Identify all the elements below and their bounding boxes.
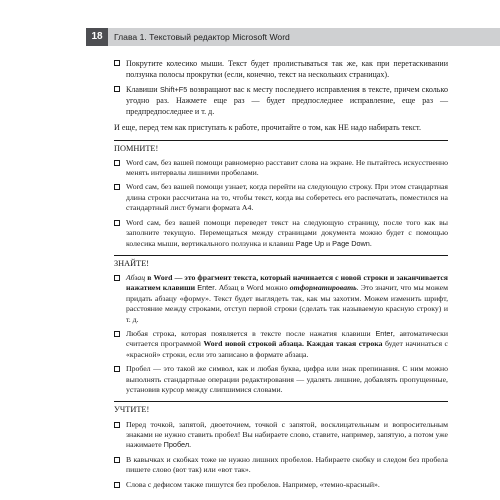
key-name: Shift+F5 bbox=[159, 85, 188, 95]
list-item: Клавиши Shift+F5 возвращают вас к месту последнего исправления в тексте, причем сколько угодно раз. Нажмете еще раз — будет предпоследнее исправление, еще раз — предпредпоследнее и т. д. bbox=[114, 84, 448, 117]
list-item: Покрутите колесико мыши. Текст будет пролистываться так же, как при перетаскивании ползунка полосы прокрутки (если, конечно, текст на нескольких страницах). bbox=[114, 58, 448, 80]
key-name: Пробел bbox=[163, 440, 190, 450]
intro-paragraph: И еще, перед тем как приступать к работе, прочитайте о том, как НЕ надо набирать текст. bbox=[114, 123, 421, 133]
section-heading-know: ЗНАЙТЕ! bbox=[114, 255, 448, 269]
list-item: Word сам, без вашей помощи равномерно расставит слова на экране. Не пытайтесь искусственно менять интервалы лишними пробелами. bbox=[114, 158, 448, 179]
section-heading-note: УЧТИТЕ! bbox=[114, 401, 448, 415]
list-item: Word сам, без вашей помощи узнает, когда перейти на следующую строку. При этом стандартная длина строки рассчитана на то, чтобы текст, когда вы соберетесь его распечатать, поместился на стандартный лист бумаги формата А4. bbox=[114, 182, 448, 213]
know-list bbox=[114, 273, 448, 395]
checkbox-bullet-icon bbox=[114, 275, 120, 281]
page-number: 18 bbox=[86, 28, 108, 46]
checkbox-bullet-icon bbox=[114, 482, 120, 488]
list-item: Word сам, без вашей помощи переведет текст на следующую страницу, после того как вы заполните текущую. Перемещаться между страницами документа можно будет с помощью колесика мыши, вертикального ползунка и клавиш Page Up и Page Down. bbox=[114, 218, 448, 249]
page-body bbox=[114, 58, 448, 494]
checkbox-bullet-icon bbox=[114, 457, 120, 463]
list-item: Перед точкой, запятой, двоеточием, точкой с запятой, восклицательным и вопросительным знаками не нужно ставить пробел! Вы набираете слово, ставите, например, запятую, а потом уже нажимаете Пробел. bbox=[114, 420, 448, 451]
checkbox-bullet-icon bbox=[114, 160, 120, 166]
key-name: Page Up bbox=[295, 238, 325, 248]
key-name: Enter bbox=[375, 329, 393, 339]
checkbox-bullet-icon bbox=[114, 366, 120, 372]
checkbox-bullet-icon bbox=[114, 184, 120, 190]
checkbox-bullet-icon bbox=[114, 86, 120, 92]
checkbox-bullet-icon bbox=[114, 422, 120, 428]
chapter-title: Глава 1. Текстовый редактор Microsoft Word bbox=[114, 32, 290, 42]
intro-list bbox=[114, 58, 448, 117]
key-name: Enter bbox=[197, 283, 215, 293]
list-item: Абзац в Word — это фрагмент текста, который начинается с новой строки и заканчивается нажатием клавиши Enter. Абзац в Word можно отформатировать. Это значит, что мы можем придать абзацу «форму». Текст будет выглядеть так, как мы захотим. Можем изменить шрифт, расстояние между строками, отступ первой строки (сделать так называемую красную строку) и т. д. bbox=[114, 273, 448, 325]
checkbox-bullet-icon bbox=[114, 220, 120, 226]
remember-list bbox=[114, 158, 448, 249]
list-item: Слова с дефисом также пишутся без пробелов. Например, «темно-красный». bbox=[114, 480, 448, 490]
checkbox-bullet-icon bbox=[114, 60, 120, 66]
list-item: Пробел — это такой же символ, как и любая буква, цифра или знак препинания. С ним можно выполнять стандартные операции редактирования — удалять лишние, добавлять пропущенные, установив курсор между слипшимися словами. bbox=[114, 364, 448, 395]
list-item: В кавычках и скобках тоже не нужно лишних пробелов. Набираете скобку и следом без пробела пишете слово (вот так) или «вот так». bbox=[114, 455, 448, 476]
section-heading-remember: ПОМНИТЕ! bbox=[114, 140, 448, 154]
list-item: Любая строка, которая появляется в тексте после нажатия клавиши Enter, автоматически считается программой Word новой строкой абзаца. Каждая такая строка будет начинаться с «красной» строки, если это записано в формате абзаца. bbox=[114, 329, 448, 360]
checkbox-bullet-icon bbox=[114, 331, 120, 337]
note-list bbox=[114, 420, 448, 490]
key-name: Page Down bbox=[332, 238, 370, 248]
